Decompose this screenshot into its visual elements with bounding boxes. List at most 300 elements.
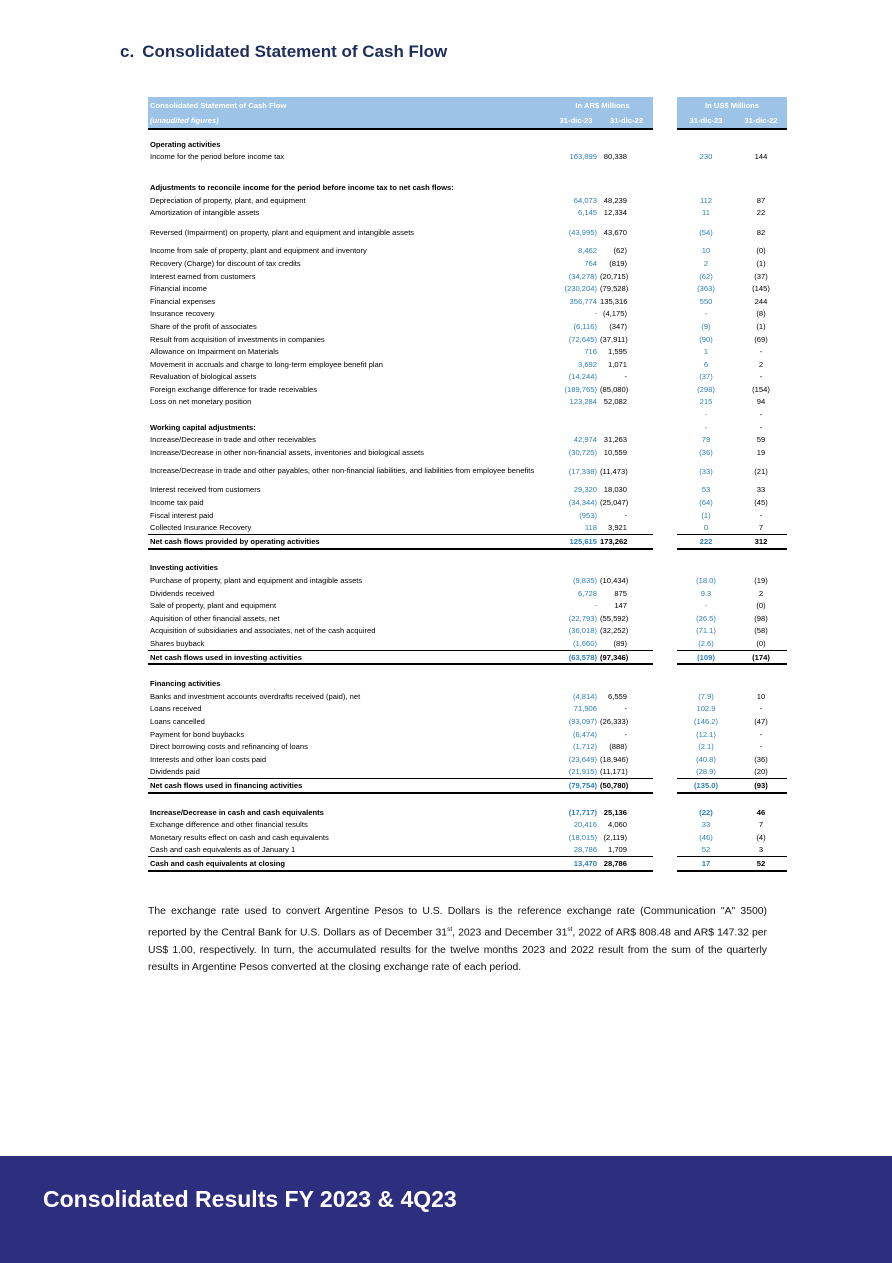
- row-label: Financial income: [150, 284, 207, 294]
- value-usd-2023: 9.3: [700, 588, 712, 598]
- value-ars-2023: (43,995): [568, 227, 597, 237]
- row-label: Insurance recovery: [150, 309, 215, 319]
- value-usd-2023: 230: [699, 152, 713, 162]
- value-ars-2023: (6,474): [572, 729, 597, 739]
- table-row: [148, 383, 787, 396]
- total-row: [148, 650, 787, 664]
- note-text: , 2023 and December 31: [452, 927, 568, 939]
- value-ars-2023: 6,728: [577, 588, 597, 598]
- value-ars-2022: (18,946): [600, 754, 629, 764]
- row-label: Revaluation of biological assets: [150, 372, 257, 382]
- row-label: Banks and investment accounts overdrafts received (paid), net: [150, 691, 361, 701]
- value-ars-2022: (347): [609, 321, 627, 331]
- value-usd-2022: -: [759, 410, 763, 420]
- value-usd-2022: (69): [754, 334, 768, 344]
- value-ars-2023: 123,284: [569, 397, 597, 407]
- value-usd-2023: 1: [703, 347, 709, 357]
- value-ars-2022: (10,434): [600, 576, 629, 586]
- value-ars-2023: (34,278): [568, 271, 597, 281]
- row-label: Depreciation of property, plant, and equipment: [150, 195, 306, 205]
- value-ars-2022: 1,595: [607, 347, 627, 357]
- table-row: [148, 151, 787, 164]
- row-label: Increase/Decrease in trade and other payables, other non-financial liabilities, and liabilities from employee benefits: [150, 465, 535, 475]
- value-usd-2023: (46): [699, 832, 713, 842]
- value-ars-2023: (34,344): [568, 498, 597, 508]
- value-ars-2023: [552, 408, 600, 421]
- value-usd-2023: 11: [702, 208, 710, 218]
- value-ars-2023: (72,645): [568, 334, 597, 344]
- row-label: Investing activities: [150, 563, 218, 573]
- footer-title: Consolidated Results FY 2023 & 4Q23: [43, 1186, 457, 1212]
- value-usd-2022: [735, 562, 787, 575]
- value-usd-2023: 102.9: [696, 704, 716, 714]
- value-ars-2023: 356,774: [569, 296, 597, 306]
- row-label: Increase/Decrease in other non-financial assets, inventories and biological assets: [150, 447, 424, 457]
- value-usd-2022: (0): [756, 601, 766, 611]
- value-usd-2023: -: [704, 410, 708, 420]
- ars-group-header: In AR$ Millions: [552, 97, 653, 113]
- section-heading: [148, 562, 787, 575]
- value-ars-2023: [552, 181, 600, 194]
- row-label: Exchange difference and other financial results: [150, 820, 308, 830]
- table-row: [148, 715, 787, 728]
- table-row: [148, 521, 787, 534]
- value-ars-2023: 8,462: [577, 246, 597, 256]
- table-row: [148, 433, 787, 446]
- row-label: Purchase of property, plant and equipment and intagible assets: [150, 576, 363, 586]
- row-label: Net cash flows used in investing activities: [148, 650, 552, 664]
- value-usd-2023: (36): [699, 447, 713, 457]
- value-ars-2023: (17,338): [568, 466, 597, 476]
- value-ars-2023: -: [594, 601, 597, 611]
- value-ars-2023: [552, 138, 600, 151]
- row-label: Dividends received: [150, 588, 215, 598]
- value-usd-2022: (20): [754, 767, 768, 777]
- table-row: [148, 509, 787, 522]
- value-ars-2023: (6,116): [573, 321, 597, 331]
- value-usd-2022: 94: [756, 397, 766, 407]
- value-usd-2023: (18.0): [696, 576, 716, 586]
- note-text: The exchange rate used to convert Argentine Pesos to U.S. Dollars is the reference exchange rate (Communication "A" 3500) reported by the Central Bank for U.S. Dollars as of December 31: [148, 906, 767, 939]
- value-usd-2022: -: [759, 729, 763, 739]
- row-label: Operating activities: [150, 139, 221, 149]
- row-label: Income from sale of property, plant and equipment and inventory: [150, 246, 367, 256]
- row-label: Dividends paid: [150, 767, 200, 777]
- value-ars-2023: 764: [584, 258, 597, 268]
- value-ars-2022: 1,709: [607, 845, 627, 855]
- total-row: [148, 857, 787, 871]
- value-usd-2023: (109): [677, 650, 735, 664]
- value-ars-2022: (32,252): [600, 626, 629, 636]
- value-ars-2022: (62): [613, 246, 627, 256]
- value-ars-2022: (85,080): [600, 384, 629, 394]
- value-usd-2023: (54): [699, 227, 713, 237]
- row-label: Interest earned from customers: [150, 271, 256, 281]
- value-usd-2023: 17: [677, 857, 735, 871]
- note-text: , 2022 of AR$ 808.48 and AR$ 147.32 per US$ 1.00, respectively. In turn, the accumulated results for the twelve months 2023 and 2022 result from the sum of the quarterly results in Argentine Pesos converted at the closing exchange rate of each period.: [148, 927, 767, 974]
- value-usd-2022: 19: [756, 447, 766, 457]
- table-row: [148, 728, 787, 741]
- value-usd-2023: [677, 181, 735, 194]
- value-ars-2023: 29,320: [573, 485, 597, 495]
- value-ars-2023: 20,416: [573, 820, 597, 830]
- value-usd-2023: 6: [703, 359, 709, 369]
- value-usd-2022: (93): [735, 779, 787, 793]
- value-ars-2022: (888): [609, 742, 627, 752]
- section-heading: [148, 138, 787, 151]
- value-usd-2022: (4): [756, 832, 766, 842]
- value-usd-2022: 46: [756, 807, 766, 817]
- value-ars-2023: 71,906: [573, 704, 597, 714]
- row-label: Sale of property, plant and equipment: [150, 601, 277, 611]
- total-row: [148, 535, 787, 549]
- row-label: Fiscal interest paid: [150, 510, 214, 520]
- row-label: Monetary results effect on cash and cash equivalents: [150, 832, 329, 842]
- table-row: [148, 333, 787, 346]
- row-label: Financing activities: [150, 679, 221, 689]
- value-usd-2022: 2: [758, 359, 764, 369]
- value-ars-2023: (30,725): [568, 447, 597, 457]
- value-usd-2022: (174): [735, 650, 787, 664]
- table-row: [148, 408, 787, 421]
- table-row: [148, 484, 787, 497]
- value-usd-2023: (135.0): [677, 779, 735, 793]
- row-label: Aquisition of other financial assets, net: [150, 613, 280, 623]
- table-row: [148, 245, 787, 258]
- column-header-ars-2022: 31-dic-22: [600, 113, 653, 129]
- value-usd-2022: 87: [756, 195, 766, 205]
- value-ars-2023: [552, 562, 600, 575]
- value-usd-2022: 7: [758, 820, 764, 830]
- value-usd-2023: (71.1): [696, 626, 716, 636]
- value-usd-2022: 10: [756, 691, 766, 701]
- table-row: [148, 587, 787, 600]
- value-ars-2022: (97,346): [600, 650, 653, 664]
- value-usd-2022: -: [759, 510, 763, 520]
- value-usd-2023: 112: [699, 195, 713, 205]
- value-ars-2022: [600, 562, 653, 575]
- row-label: Cash and cash equivalents at closing: [148, 857, 552, 871]
- table-row: [148, 806, 787, 819]
- table-header-row: [148, 97, 787, 113]
- note-superscript: st: [447, 925, 453, 933]
- value-usd-2023: (2.6): [698, 638, 714, 648]
- row-label: Income for the period before income tax: [150, 152, 285, 162]
- table-row: [148, 446, 787, 459]
- value-ars-2023: -: [594, 309, 597, 319]
- value-usd-2022: [735, 677, 787, 690]
- value-usd-2022: 144: [754, 152, 768, 162]
- value-ars-2022: 1,071: [607, 359, 627, 369]
- row-label: Direct borrowing costs and refinancing of loans: [150, 742, 308, 752]
- table-row: [148, 740, 787, 753]
- value-ars-2023: (21,915): [568, 767, 597, 777]
- value-ars-2023: (1,660): [572, 638, 597, 648]
- value-ars-2022: 135,316: [600, 296, 628, 306]
- section-title-text: Consolidated Statement of Cash Flow: [142, 42, 448, 61]
- value-ars-2022: (55,592): [600, 613, 629, 623]
- section-heading: [148, 677, 787, 690]
- value-ars-2022: 80,338: [603, 152, 627, 162]
- row-label: Foreign exchange difference for trade receivables: [150, 384, 318, 394]
- value-ars-2022: 31,263: [603, 435, 627, 445]
- section-heading: [148, 421, 787, 434]
- value-usd-2022: 244: [754, 296, 768, 306]
- value-usd-2022: -: [759, 422, 763, 432]
- value-ars-2023: (93,097): [568, 716, 597, 726]
- value-usd-2022: 82: [756, 227, 766, 237]
- value-usd-2022: 3: [758, 845, 764, 855]
- table-row: [148, 753, 787, 766]
- value-usd-2023: (64): [699, 498, 713, 508]
- value-usd-2023: (1): [701, 510, 711, 520]
- row-label: Financial expenses: [150, 296, 216, 306]
- row-label: Loss on net monetary position: [150, 397, 252, 407]
- value-usd-2023: -: [704, 601, 708, 611]
- value-usd-2022: (19): [754, 576, 768, 586]
- value-ars-2023: 716: [584, 347, 597, 357]
- value-usd-2022: 22: [756, 208, 766, 218]
- value-ars-2022: 18,030: [603, 485, 627, 495]
- section-heading: [148, 181, 787, 194]
- value-ars-2023: 13,470: [552, 857, 600, 871]
- row-label: Increase/Decrease in trade and other receivables: [150, 435, 316, 445]
- table-row: [148, 703, 787, 716]
- value-ars-2022: (79,528): [600, 284, 629, 294]
- value-ars-2022: (819): [609, 258, 627, 268]
- table-row: [148, 496, 787, 509]
- row-label: Movement in accruals and charge to long-term employee benefit plan: [150, 359, 384, 369]
- value-usd-2023: (22): [699, 807, 713, 817]
- value-ars-2023: (18,015): [568, 832, 597, 842]
- row-label: Acquisition of subsidiaries and associates, net of the cash acquired: [150, 626, 376, 636]
- table-row: [148, 831, 787, 844]
- table-row: [148, 270, 787, 283]
- value-ars-2023: (953): [579, 510, 597, 520]
- value-usd-2022: -: [759, 347, 763, 357]
- value-ars-2022: -: [624, 704, 627, 714]
- value-usd-2022: (47): [754, 716, 768, 726]
- value-ars-2022: 28,786: [600, 857, 653, 871]
- table-row: [148, 844, 787, 857]
- value-usd-2022: (37): [754, 271, 768, 281]
- row-label: Payment for bond buybacks: [150, 729, 245, 739]
- row-label: Amortization of intangible assets: [150, 208, 260, 218]
- value-ars-2023: (189,765): [564, 384, 597, 394]
- value-ars-2023: (63,578): [552, 650, 600, 664]
- value-ars-2022: 4,060: [607, 820, 627, 830]
- value-ars-2023: 163,899: [569, 152, 597, 162]
- value-usd-2022: (0): [756, 246, 766, 256]
- value-usd-2022: (0): [756, 638, 766, 648]
- value-ars-2022: (2,119): [603, 832, 627, 842]
- value-usd-2023: [677, 677, 735, 690]
- value-usd-2023: (62): [699, 271, 713, 281]
- value-usd-2022: (58): [754, 626, 768, 636]
- value-usd-2022: -: [759, 704, 763, 714]
- table-row: [148, 766, 787, 779]
- column-header-usd-2023: 31-dic-23: [677, 113, 735, 129]
- value-ars-2023: 3,692: [577, 359, 597, 369]
- value-ars-2022: 25,136: [603, 807, 627, 817]
- section-letter: c.: [120, 42, 135, 61]
- value-usd-2022: 312: [735, 535, 787, 549]
- footer-band: [0, 1156, 892, 1263]
- value-usd-2023: (9): [701, 321, 711, 331]
- value-usd-2023: (146.2): [693, 716, 719, 726]
- table-title: Consolidated Statement of Cash Flow: [148, 97, 552, 113]
- value-usd-2023: -: [704, 309, 708, 319]
- table-row: [148, 637, 787, 650]
- value-ars-2022: -: [624, 510, 627, 520]
- table-row: [148, 345, 787, 358]
- row-label: Reversed (Impairment) on property, plant and equipment and intangible assets: [150, 227, 415, 237]
- table-row: [148, 371, 787, 384]
- table-row: [148, 574, 787, 587]
- value-usd-2023: (298): [697, 384, 715, 394]
- value-ars-2022: (25,047): [600, 498, 629, 508]
- value-ars-2023: 28,786: [573, 845, 597, 855]
- value-ars-2022: 6,559: [607, 691, 627, 701]
- value-usd-2023: (7.9): [698, 691, 714, 701]
- row-label: Recovery (Charge) for discount of tax credits: [150, 258, 301, 268]
- value-ars-2023: (14,244): [568, 372, 597, 382]
- value-usd-2023: (2.1): [698, 742, 714, 752]
- value-ars-2023: (230,204): [564, 284, 597, 294]
- value-ars-2023: 64,073: [573, 195, 597, 205]
- value-usd-2023: 33: [701, 820, 711, 830]
- value-ars-2022: 10,559: [603, 447, 627, 457]
- value-usd-2023: 52: [701, 845, 711, 855]
- value-usd-2023: [677, 562, 735, 575]
- value-ars-2023: (22,793): [568, 613, 597, 623]
- value-ars-2022: [600, 677, 653, 690]
- value-usd-2022: (145): [752, 284, 770, 294]
- value-ars-2022: -: [624, 729, 627, 739]
- value-usd-2022: 59: [756, 435, 766, 445]
- value-usd-2022: 2: [758, 588, 764, 598]
- value-ars-2023: [552, 421, 600, 434]
- row-label: Income tax paid: [150, 498, 204, 508]
- usd-group-header: In US$ Millions: [677, 97, 787, 113]
- table-row: [148, 308, 787, 321]
- value-usd-2023: 222: [677, 535, 735, 549]
- value-ars-2022: -: [624, 372, 627, 382]
- value-usd-2022: [735, 138, 787, 151]
- value-ars-2023: (79,754): [552, 779, 600, 793]
- table-row: [148, 257, 787, 270]
- value-ars-2022: 173,262: [600, 535, 653, 549]
- value-usd-2023: 2: [703, 258, 709, 268]
- table-row: [148, 690, 787, 703]
- value-usd-2023: 550: [699, 296, 713, 306]
- exchange-rate-note: [148, 903, 767, 977]
- row-label: Interest received from customers: [150, 485, 261, 495]
- row-label: Interests and other loan costs paid: [150, 754, 267, 764]
- row-label: Share of the profit of associates: [150, 321, 257, 331]
- table-row: [148, 295, 787, 308]
- value-ars-2022: (20,715): [600, 271, 629, 281]
- row-label: Working capital adjustments:: [150, 422, 256, 432]
- value-usd-2023: (28.9): [696, 767, 716, 777]
- section-title: [120, 42, 447, 62]
- value-ars-2023: 125,615: [552, 535, 600, 549]
- note-superscript: st: [567, 925, 573, 933]
- value-ars-2022: (4,175): [602, 309, 627, 319]
- value-ars-2022: [600, 181, 653, 194]
- value-ars-2022: 43,670: [603, 227, 627, 237]
- value-usd-2023: 79: [701, 435, 711, 445]
- value-usd-2022: 7: [758, 523, 764, 533]
- table-row: [148, 194, 787, 207]
- row-label: Increase/Decrease in cash and cash equivalents: [150, 807, 324, 817]
- total-row: [148, 779, 787, 793]
- value-ars-2022: (37,911): [600, 334, 628, 344]
- table-row: [148, 599, 787, 612]
- value-usd-2022: (154): [752, 384, 770, 394]
- value-ars-2022: [600, 408, 653, 421]
- table-subtitle: (unaudited figures): [148, 113, 552, 129]
- column-header-ars-2023: 31-dic-23: [552, 113, 600, 129]
- value-usd-2022: -: [759, 742, 763, 752]
- table-row: [148, 612, 787, 625]
- value-ars-2023: 42,974: [573, 435, 597, 445]
- row-label: Result from acquisition of investments in companies: [150, 334, 325, 344]
- value-usd-2023: -: [704, 422, 708, 432]
- table-row: [148, 625, 787, 638]
- value-ars-2022: 48,239: [603, 195, 627, 205]
- value-ars-2022: [600, 138, 653, 151]
- value-usd-2022: (1): [756, 321, 766, 331]
- value-ars-2023: [552, 677, 600, 690]
- value-usd-2023: (26.5): [696, 613, 716, 623]
- row-label: [148, 408, 552, 421]
- table-subheader-row: [148, 113, 787, 129]
- value-ars-2022: 52,082: [603, 397, 627, 407]
- table-row: [148, 459, 787, 484]
- value-usd-2022: (36): [754, 754, 768, 764]
- column-header-usd-2022: 31-dic-22: [735, 113, 787, 129]
- table-row: [148, 818, 787, 831]
- row-label: Allowance on Impairment on Materials: [150, 347, 279, 357]
- table-row: [148, 226, 787, 239]
- row-label: Collected Insurance Recovery: [150, 523, 252, 533]
- value-ars-2023: (17,717): [568, 807, 597, 817]
- value-ars-2023: (1,712): [572, 742, 597, 752]
- value-ars-2023: (9,835): [572, 576, 597, 586]
- value-usd-2023: (12.1): [696, 729, 716, 739]
- value-ars-2022: (11,171): [600, 767, 628, 777]
- value-usd-2023: 53: [701, 485, 711, 495]
- row-label: Net cash flows used in financing activities: [148, 779, 552, 793]
- value-ars-2022: [600, 421, 653, 434]
- value-usd-2022: 52: [735, 857, 787, 871]
- value-ars-2023: (36,018): [568, 626, 597, 636]
- value-usd-2023: [677, 138, 735, 151]
- value-usd-2023: 0: [703, 523, 709, 533]
- value-ars-2022: 3,921: [607, 523, 627, 533]
- value-ars-2022: 875: [614, 588, 627, 598]
- value-usd-2022: 33: [756, 485, 766, 495]
- value-usd-2023: 10: [701, 246, 711, 256]
- row-label: Shares buyback: [150, 638, 205, 648]
- value-usd-2023: (90): [699, 334, 713, 344]
- value-usd-2023: (40.8): [696, 754, 716, 764]
- value-usd-2022: [735, 181, 787, 194]
- value-ars-2023: 6,145: [577, 208, 597, 218]
- value-ars-2022: 12,334: [603, 208, 627, 218]
- value-ars-2022: (26,333): [600, 716, 629, 726]
